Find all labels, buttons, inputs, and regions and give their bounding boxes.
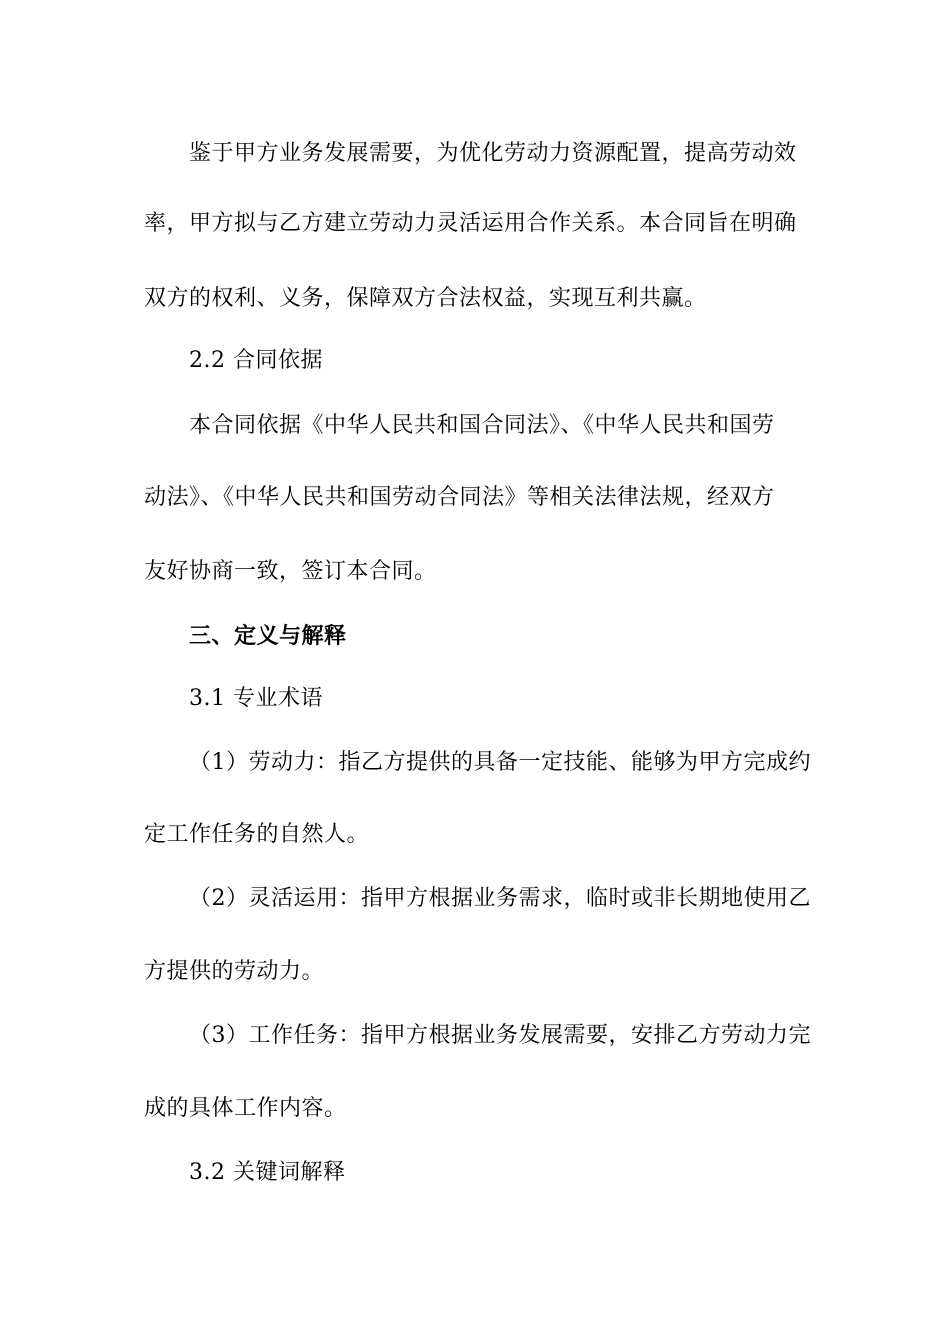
paragraph-basis-line-2: 动法》、《中华人民共和国劳动合同法》等相关法律法规，经双方 bbox=[144, 485, 775, 510]
paragraph-purpose-line-3: 双方的权利、义务，保障双方合法权益，实现互利共赢。 bbox=[144, 286, 707, 311]
term-1-line-1: （1）劳动力：指乙方提供的具备一定技能、能够为甲方完成约 bbox=[189, 750, 811, 775]
paragraph-purpose-line-1: 鉴于甲方业务发展需要，为优化劳动力资源配置，提高劳动效 bbox=[189, 141, 797, 166]
term-2-line-2: 方提供的劳动力。 bbox=[144, 959, 325, 984]
section-heading-2-2: 2.2 合同依据 bbox=[189, 348, 323, 373]
chapter-heading-3: 三、定义与解释 bbox=[189, 623, 347, 649]
term-1-line-2: 定工作任务的自然人。 bbox=[144, 822, 370, 847]
term-3-line-2: 成的具体工作内容。 bbox=[144, 1096, 347, 1121]
paragraph-purpose-line-2: 率，甲方拟与乙方建立劳动力灵活运用合作关系。本合同旨在明确 bbox=[144, 211, 797, 236]
paragraph-basis-line-3: 友好协商一致，签订本合同。 bbox=[144, 559, 437, 584]
section-heading-3-1: 3.1 专业术语 bbox=[189, 686, 323, 711]
section-heading-3-2: 3.2 关键词解释 bbox=[189, 1160, 346, 1185]
paragraph-basis-line-1: 本合同依据《中华人民共和国合同法》、《中华人民共和国劳 bbox=[189, 413, 775, 438]
term-2-line-1: （2）灵活运用：指甲方根据业务需求，临时或非长期地使用乙 bbox=[189, 886, 811, 911]
term-3-line-1: （3）工作任务：指甲方根据业务发展需要，安排乙方劳动力完 bbox=[189, 1023, 811, 1048]
